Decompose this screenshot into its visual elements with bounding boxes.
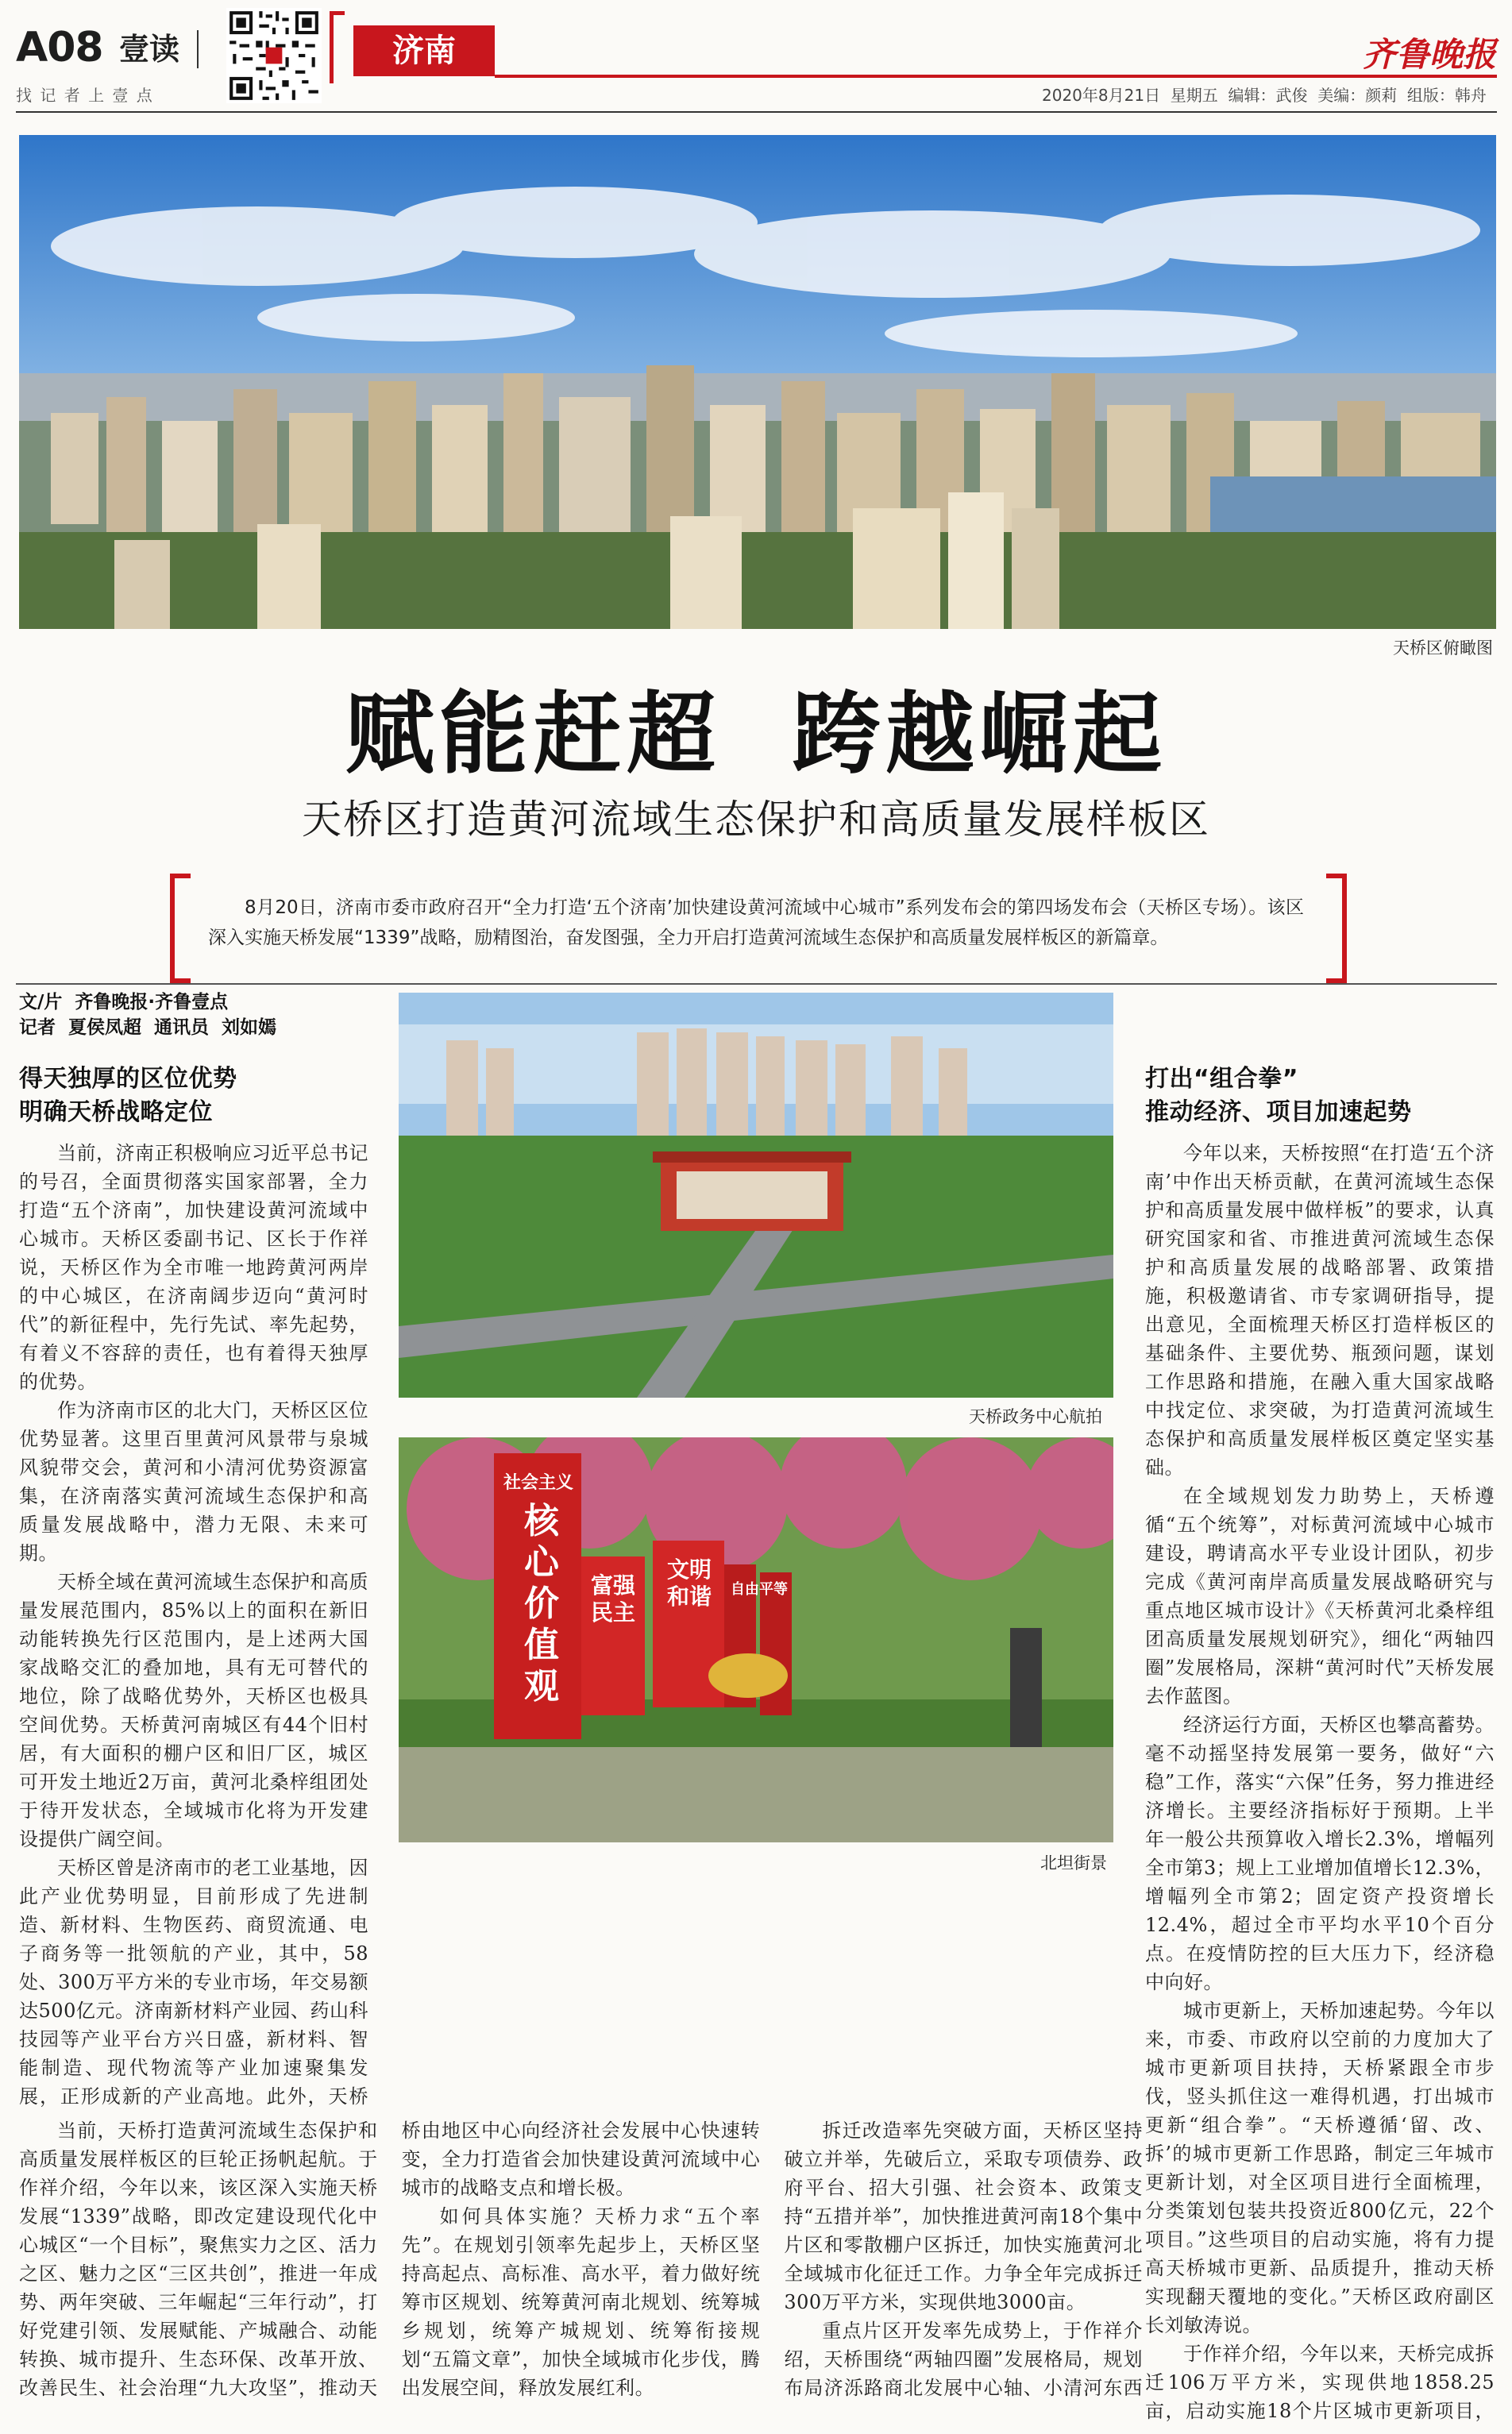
sign-text-1: 富强民主 xyxy=(590,1572,635,1626)
sign-text-3: 自由平等 xyxy=(731,1581,788,1598)
sub-headline: 天桥区打造黄河流域生态保护和高质量发展样板区 xyxy=(302,797,1210,843)
header-divider xyxy=(197,30,199,68)
lead-paragraph: 8月20日，济南市委市政府召开“全力打造‘五个济南’加快建设黄河流域中心城市”系列发布会的第四场发布会（天桥区专场）。该区深入实施天桥发展“1339”战略，励精图治，奋发图强，全力开启打造黄河流域生态保护和高质量发展样板区的新篇章。 xyxy=(208,897,1304,948)
sign-text-2: 文明和谐 xyxy=(666,1556,712,1610)
byline-line2: 记者 夏侯凤超 通讯员 刘如嫣 xyxy=(19,1017,277,1038)
banner-top-text: 社会主义 xyxy=(503,1473,573,1493)
paragraph: 当前，天桥打造黄河流域生态保护和高质量发展样板区的巨轮正扬帆起航。于作祥介绍，今年以来，该区深入实施天桥发展“1339”战略，即改定建设现代化中心城区“一个目标”，聚焦实力之区、活力之区、魅力之区“三区共创”，推进一年成势、两年突破、三年崛起“三年行动”，打好党建引领、发展赋能、产城融合、动能转换、城市提升、生态环保、改革开放、改善民生、社会治理“九大攻坚”，推动天桥由地区中心向经济社会发展中心快速转变，全力打造省会加快建设黄河流域中心城市的战略支点和增长极。 xyxy=(19,2120,761,2399)
section-tab[interactable] xyxy=(353,25,495,76)
main-headline: 赋能赶超 跨越崛起 xyxy=(345,683,1167,786)
government-center-caption: 天桥政务中心航拍 xyxy=(969,1407,1102,1426)
government-center-photo xyxy=(399,993,1113,1398)
cityscape-photo xyxy=(19,135,1496,629)
qr-code-icon[interactable] xyxy=(226,8,322,103)
column-1 xyxy=(19,1048,368,2112)
lead-bracket-left xyxy=(170,874,191,983)
street-scene-photo xyxy=(399,1437,1113,1842)
section-heading-location: 得天独厚的区位优势 明确天桥战略定位 xyxy=(19,1065,237,1126)
section-tab-bracket xyxy=(330,11,345,83)
section-name: 壹读 xyxy=(119,32,180,67)
tagline: 找 记 者 上 壹 点 xyxy=(16,86,154,105)
paragraph: 如何具体实施？天桥力求“五个率先”。在规划引领率先起步上，天桥区坚持高起点、高标准、高水平，着力做好统筹市区规划、统筹黄河南北规划、统筹城乡规划，统筹产城规划、统筹衔接规划“五篇文章”，加快全域城市化步伐，腾出发展空间，释放发展红利。 xyxy=(401,2205,761,2399)
paragraph: 天桥区曾是济南市的老工业基地，因此产业优势明显，目前形成了先进制造、新材料、生物医药、商贸流通、电子商务等一批领航的产业，其中，58处、300万平方米的专业市场，年交易额达500亿元。济南新材料产业园、药山科技园等产业平台方兴日盛，新材料、智能制造、现代物流等产业加速聚集发展，正形成新的产业高地。此外，天桥 xyxy=(19,1857,368,2108)
paragraph: 作为济南市区的北大门，天桥区区位优势显著。这里百里黄河风景带与泉城风貌带交会，黄河和小清河优势资源富集，在济南落实黄河流域生态保护和高质量发展战略中，潜力无限、未来可期。 xyxy=(19,1399,368,1564)
paragraph: 在全域规划发力助势上，天桥遵循“五个统筹”，对标黄河流域中心城市建设，聘请高水平专业设计团队，初步完成《黄河南岸高质量发展战略研究与重点地区城市设计》《天桥黄河北桑梓组团高质量发展规划研究》，细化“两轴四圈”发展格局，深耕“黄河时代”天桥发展去作蓝图。 xyxy=(1145,1485,1495,1707)
page-code: A08 xyxy=(16,24,103,71)
paragraph: 于作祥介绍，今年以来，天桥完成拆迁106万平方米，实现供地1858.25亩，启动实施18个片区城市更新项目， xyxy=(1145,2343,1495,2422)
brand-logo: 齐鲁晚报 xyxy=(1363,35,1497,74)
section-heading-combination: 打出“组合拳” 推动经济、项目加速起势 xyxy=(1145,1065,1412,1126)
top-photo-caption: 天桥区俯瞰图 xyxy=(1393,638,1493,658)
header-bottom-rule xyxy=(16,111,1497,113)
paragraph: 拆迁改造率先突破方面，天桥区坚持破立并举，先破后立，采取专项债券、政府平台、招大引强、社会资本、政策支持“五措并举”，加快推进黄河南18个集中片区和零散棚户区拆迁，加快实施黄河北全域城市化征迁工作。力争全年完成拆迁300万平方米，实现供地3000亩。 xyxy=(784,2120,1143,2313)
header-rule xyxy=(495,75,1497,78)
issue-info: 2020年8月21日 星期五 编辑：武俊 美编：颜莉 组版：韩舟 xyxy=(1042,86,1487,105)
street-scene-caption: 北坦街景 xyxy=(1040,1853,1107,1873)
lower-columns xyxy=(19,2116,1143,2426)
paragraph: 今年以来，天桥按照“在打造‘五个济南’中作出天桥贡献，在黄河流域生态保护和高质量发展中做样板”的要求，认真研究国家和省、市推进黄河流域生态保护和高质量发展的战略部署、政策措施，积极邀请省、市专家调研指导，提出意见，全面梳理天桥区打造样板区的基础条件、主要优势、瓶颈问题，谋划工作思路和措施，在融入重大国家战略中找定位、求突破，为打造黄河流域生态保护和高质量发展样板区奠定坚实基础。 xyxy=(1145,1142,1495,1479)
paragraph: 天桥全域在黄河流域生态保护和高质量发展范围内，85%以上的面积在新旧动能转换先行区范围内，是上述两大国家战略交汇的叠加地，具有无可替代的地位，除了战略优势外，天桥区也极具空间优势。天桥黄河南城区有44个旧村居，有大面积的棚户区和旧厂区，城区可开发土地近2万亩，黄河北桑梓组团处于待开发状态，全域城市化将为开发建设提供广阔空间。 xyxy=(19,1571,368,1850)
column-4 xyxy=(1145,1048,1495,2426)
lead-bracket-right xyxy=(1326,874,1347,983)
paragraph: 当前，济南正积极响应习近平总书记的号召，全面贯彻落实国家部署，全力打造“五个济南”，加快建设黄河流域中心城市。天桥区委副书记、区长于作祥说，天桥区作为全市唯一地跨黄河两岸的中心城区，在济南阔步迈向“黄河时代”的新征程中，先行先试、率先起势，有着义不容辞的责任，也有着得天独厚的优势。 xyxy=(19,1142,368,1393)
byline-line1: 文/片 齐鲁晚报·齐鲁壹点 xyxy=(19,992,229,1013)
paragraph: 经济运行方面，天桥区也攀高蓄势。毫不动摇坚持发展第一要务，做好“六稳”工作，落实“六保”任务，努力推进经济增长。主要经济指标好于预期。上半年一般公共预算收入增长2.3%，增幅列全市第3；规上工业增加值增长12.3%，增幅列全市第2；固定资产投资增长12.4%，超过全市平均水平10个百分点。在疫情防控的巨大压力下，经济稳中向好。 xyxy=(1145,1714,1495,1993)
body-top-rule xyxy=(16,983,1497,985)
paragraph: 重点片区开发率先成势上，于作祥介绍，天桥围绕“两轴四圈”发展格局，规划布局济泺路商北发展中心轴、小清河东西 xyxy=(784,2320,1143,2399)
paragraph: 城市更新上，天桥加速起势。今年以来，市委、市政府以空前的力度加大了城市更新项目扶持，天桥紧跟全市步伐，竖头抓住这一难得机遇，打出城市更新“组合拳”。“天桥遵循‘留、改、拆’的城市更新工作思路，制定三年城市更新计划，对全区项目进行全面梳理，分类策划包装共投资近800亿元，22个项目。”这些项目的启动实施，将有力提高天桥城市更新、品质提升，推动天桥实现翻天覆地的变化。”天桥区政府副区长刘敏涛说。 xyxy=(1145,2000,1495,2336)
section-tab-label: 济南 xyxy=(392,33,456,69)
banner-main-text: 核心价值观 xyxy=(524,1501,559,1707)
